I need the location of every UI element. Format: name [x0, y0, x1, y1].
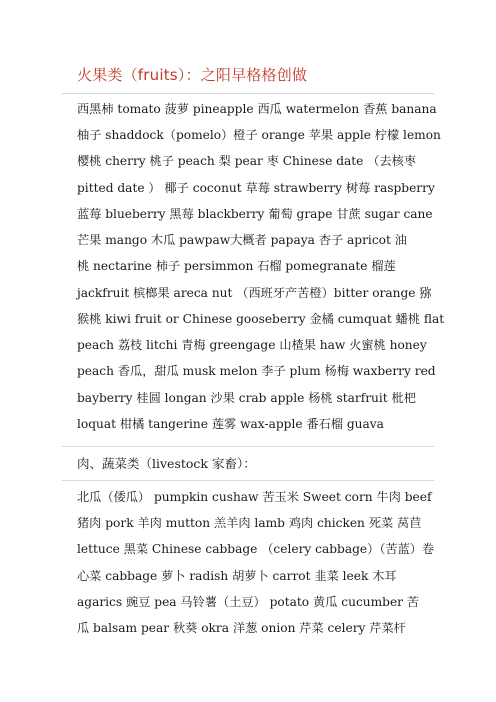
fruits-line: 桃 nectarine 柿子 persimmon 石榴 pomegranate 榴莲 [77, 259, 396, 273]
fruits-line: bayberry 桂圆 longan 沙果 crab apple 杨桃 starfruit 枇杷 [77, 391, 416, 405]
divider-line [62, 93, 434, 94]
fruits-line: pitted date ） 椰子 coconut 草莓 strawberry 树莓 raspberry [77, 181, 435, 195]
meat-vegetables-line: 瓜 balsam pear 秋葵 okra 洋葱 onion 芹菜 celery 芹菜杆 [77, 621, 406, 635]
fruits-line: loquat 柑橘 tangerine 莲雾 wax-apple 番石榴 guava [77, 417, 384, 431]
fruits-line: 猴桃 kiwi fruit or Chinese gooseberry 金橘 cumquat 蟠桃 flat [77, 312, 445, 326]
fruits-line: 蓝莓 blueberry 黑莓 blackberry 葡萄 grape 甘蔗 sugar cane [77, 207, 433, 221]
meat-vegetables-line: 心菜 cabbage 萝卜 radish 胡萝卜 carrot 韭菜 leek 木耳 [77, 569, 397, 583]
fruits-line: 樱桃 cherry 桃子 peach 梨 pear 枣 Chinese date （去核枣 [77, 154, 417, 168]
fruits-line: peach 荔枝 litchi 青梅 greengage 山楂果 haw 火蜜桃 honey [77, 338, 427, 352]
fruits-line: 芒果 mango 木瓜 pawpaw大概者 papaya 杏子 apricot 油 [77, 233, 407, 247]
fruits-line: jackfruit 槟榔果 areca nut （西班牙产苦橙）bitter orange 猕 [77, 286, 432, 300]
meat-vegetables-section-title: 肉、蔬菜类（livestock 家畜）： [77, 456, 256, 471]
fruits-line: peach 香瓜，甜瓜 musk melon 李子 plum 杨梅 waxberry red [77, 364, 436, 378]
fruits-line: 西黑柿 tomato 菠萝 pineapple 西瓜 watermelon 香蕉 banana [77, 102, 437, 116]
fruits-line: 柚子 shaddock（pomelo）橙子 orange 苹果 apple 柠檬 lemon [77, 128, 441, 142]
divider-line [62, 446, 434, 447]
meat-vegetables-line: 北瓜（倭瓜） pumpkin cushaw 苦玉米 Sweet corn 牛肉 beef [77, 490, 432, 504]
meat-vegetables-line: agarics 豌豆 pea 马铃薯（土豆） potato 黄瓜 cucumber 苦 [77, 595, 420, 609]
divider-line [62, 480, 434, 481]
fruits-section-title: 火果类（fruits）：之阳早格格创做 [77, 66, 308, 84]
meat-vegetables-line: 猪肉 pork 羊肉 mutton 羔羊肉 lamb 鸡肉 chicken 死菜 莴苣 [77, 516, 422, 530]
meat-vegetables-line: lettuce 黑菜 Chinese cabbage （celery cabbage）（苦蓝）卷 [77, 542, 435, 556]
